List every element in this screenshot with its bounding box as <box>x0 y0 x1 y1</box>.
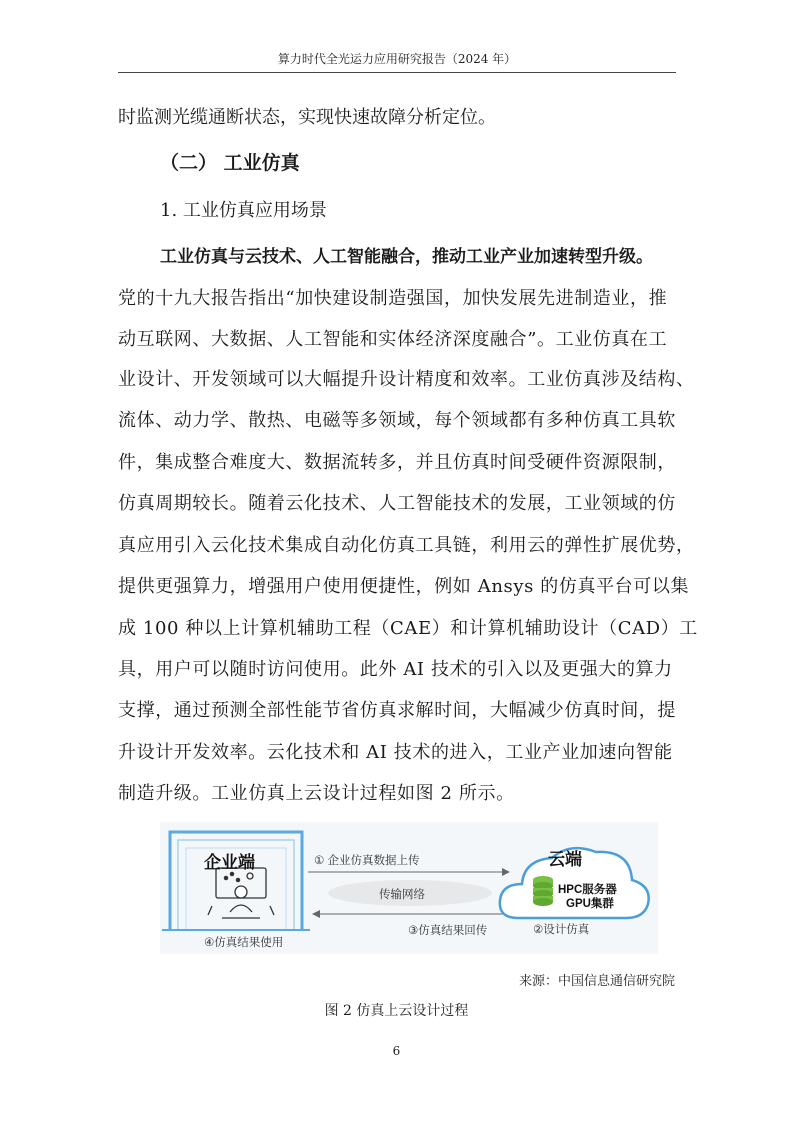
intro-line: 时监测光缆通断状态，实现快速故障分析定位。 <box>118 107 496 128</box>
subsection-title: 1. 工业仿真应用场景 <box>160 200 327 221</box>
body-line: 支撑，通过预测全部性能节省仿真求解时间，大幅减少仿真时间，提 <box>118 700 676 721</box>
body-line: 件，集成整合难度大、数据流转多，并且仿真时间受硬件资源限制， <box>118 452 676 473</box>
section-title: （二） 工业仿真 <box>160 152 300 174</box>
body-line: 党的十九大报告指出“加快建设制造强国，加快发展先进制造业，推 <box>118 288 668 309</box>
step2-label: ②设计仿真 <box>533 924 590 936</box>
body-line: 具，用户可以随时访问使用。此外 AI 技术的引入以及更强大的算力 <box>118 659 673 680</box>
lead-sentence: 工业仿真与云技术、人工智能融合，推动工业产业加速转型升级。 <box>160 247 653 267</box>
gpu-label: GPU集群 <box>566 898 614 910</box>
body-line: 动互联网、大数据、人工智能和实体经济深度融合”。工业仿真在工 <box>118 329 668 350</box>
figure-source: 来源：中国信息通信研究院 <box>518 974 675 989</box>
body-line: 流体、动力学、散热、电磁等多领域，每个领域都有多种仿真工具软 <box>118 410 676 431</box>
database-icon <box>533 876 553 906</box>
body-line: 升设计开发效率。云化技术和 AI 技术的进入，工业产业加速向智能 <box>118 742 673 763</box>
body-line: 制造升级。工业仿真上云设计过程如图 2 所示。 <box>118 783 515 804</box>
body-line: 仿真周期较长。随着云化技术、人工智能技术的发展，工业领域的仿 <box>118 493 676 514</box>
header-rule <box>118 72 676 73</box>
body-line: 业设计、开发领域可以大幅提升设计精度和效率。工业仿真涉及结构、 <box>118 369 695 390</box>
body-line: 提供更强算力，增强用户使用便捷性，例如 Ansys 的仿真平台可以集 <box>118 576 690 597</box>
step4-label: ④仿真结果使用 <box>204 937 284 949</box>
figure-caption: 图 2 仿真上云设计过程 <box>324 1003 469 1019</box>
body-line: 真应用引入云化技术集成自动化仿真工具链，利用云的弹性扩展优势， <box>118 535 695 556</box>
body-line: 成 100 种以上计算机辅助工程（CAE）和计算机辅助设计（CAD）工 <box>118 618 698 639</box>
running-header: 算力时代全光运力应用研究报告（2024 年） <box>277 52 517 66</box>
step1-label: ① 企业仿真数据上传 <box>314 855 420 867</box>
page-number: 6 <box>392 1044 401 1058</box>
hpc-label: HPC服务器 <box>558 884 617 896</box>
step3-label: ③仿真结果回传 <box>408 925 488 937</box>
cloud-label: 云端 <box>548 850 582 869</box>
cloud-simulation-figure <box>160 822 658 954</box>
network-label: 传输网络 <box>379 889 425 901</box>
enterprise-label: 企业端 <box>204 853 255 872</box>
